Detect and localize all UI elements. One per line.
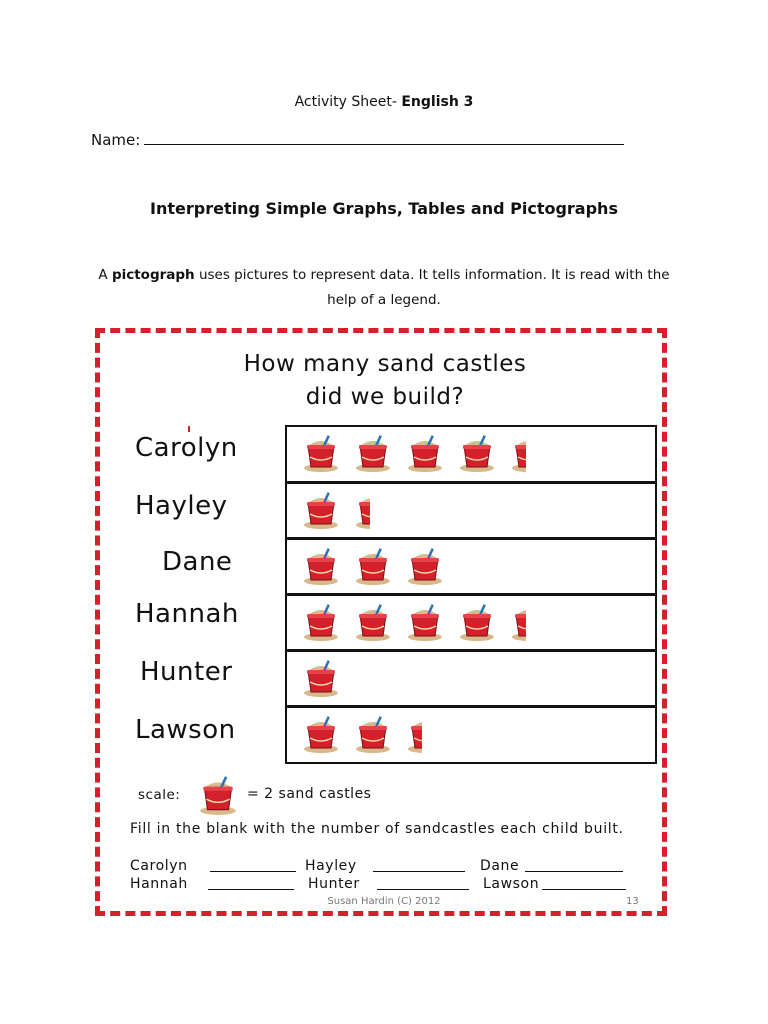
row-icons: [287, 484, 655, 537]
sand-castle-bucket-icon: [197, 775, 239, 815]
page-heading: Interpreting Simple Graphs, Tables and Pictographs: [150, 199, 618, 218]
fill-label-hunter: Hunter: [308, 876, 360, 892]
row-icons: [287, 540, 655, 593]
fill-blank-hayley[interactable]: [373, 871, 465, 872]
sand-castle-bucket-icon: [509, 433, 526, 473]
fill-label-dane: Dane: [480, 858, 520, 874]
sand-castle-bucket-icon: [301, 658, 341, 698]
sand-castle-bucket-icon: [457, 602, 497, 642]
chart-title-line1: How many sand castles: [243, 351, 527, 377]
chart-title-line2: did we build?: [305, 384, 465, 410]
sand-castle-bucket-icon: [301, 490, 341, 530]
fill-blank-lawson[interactable]: [542, 889, 626, 890]
page-number: 13: [626, 896, 639, 907]
sand-castle-bucket-icon: [197, 775, 239, 815]
sand-castle-bucket-icon: [405, 602, 445, 642]
sand-castle-bucket-icon: [509, 602, 526, 642]
row-label: Hannah: [135, 599, 239, 629]
intro-keyword: pictograph: [111, 267, 195, 283]
sand-castle-bucket-icon: [353, 490, 370, 530]
title-subject: English 3: [401, 94, 474, 110]
instruction-text: Fill in the blank with the number of sandcastles each child built.: [130, 821, 624, 837]
activity-sheet-title: [0, 94, 768, 110]
fill-blank-dane[interactable]: [525, 871, 623, 872]
sand-castle-bucket-icon: [301, 602, 341, 642]
intro-text: [90, 263, 678, 313]
name-blank[interactable]: [144, 130, 624, 145]
sand-castle-bucket-icon: [301, 433, 341, 473]
title-prefix: Activity Sheet-: [294, 94, 402, 110]
fill-blank-hunter[interactable]: [377, 889, 469, 890]
fill-label-hannah: Hannah: [130, 876, 188, 892]
intro-after: uses pictures to represent data. It tells information. It is read with the help of a legend.: [194, 267, 670, 308]
sand-castle-bucket-icon: [301, 714, 341, 754]
row-icons: [287, 708, 655, 762]
fill-label-hayley: Hayley: [305, 858, 357, 874]
scale-value: = 2 sand castles: [247, 786, 372, 802]
row-icons: [287, 652, 655, 705]
fill-blank-carolyn[interactable]: [210, 871, 296, 872]
sand-castle-bucket-icon: [405, 546, 445, 586]
row-label: Hayley: [135, 491, 228, 521]
fill-blank-hannah[interactable]: [208, 889, 294, 890]
row-label: Lawson: [135, 715, 236, 745]
scale-label: scale:: [138, 787, 181, 803]
row-icons: [287, 596, 655, 649]
sand-castle-bucket-icon: [353, 714, 393, 754]
row-label: Hunter: [140, 657, 233, 687]
chart-title: [200, 348, 570, 414]
name-line: [91, 130, 624, 149]
copyright-footer: Susan Hardin (C) 2012: [327, 896, 441, 907]
sand-castle-bucket-icon: [457, 433, 497, 473]
row-label: Carolyn: [135, 433, 238, 463]
red-mark: [188, 426, 190, 432]
sand-castle-bucket-icon: [353, 602, 393, 642]
sand-castle-bucket-icon: [405, 433, 445, 473]
row-label: Dane: [162, 547, 233, 577]
fill-label-carolyn: Carolyn: [130, 858, 188, 874]
intro-before: A: [98, 267, 112, 283]
fill-label-lawson: Lawson: [483, 876, 540, 892]
sand-castle-bucket-icon: [301, 546, 341, 586]
name-label: Name:: [91, 131, 141, 149]
sand-castle-bucket-icon: [405, 714, 422, 754]
sand-castle-bucket-icon: [353, 546, 393, 586]
row-icons: [287, 427, 655, 481]
sand-castle-bucket-icon: [353, 433, 393, 473]
